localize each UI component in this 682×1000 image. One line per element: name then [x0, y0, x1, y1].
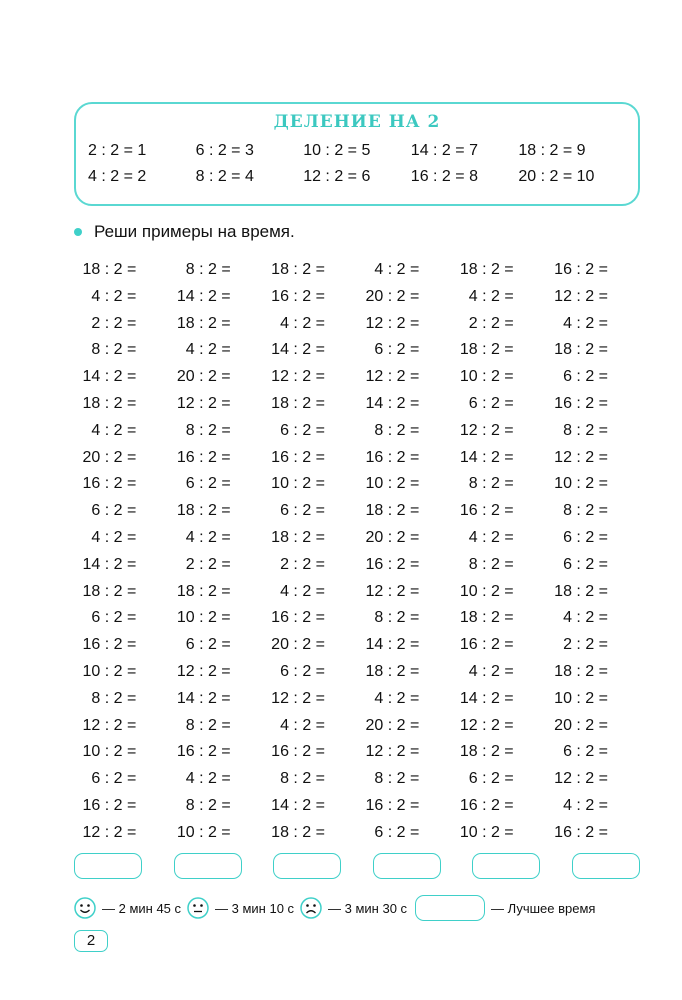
- division-exercise: 12 : 2 =: [82, 823, 137, 841]
- division-exercise: 2 : 2 =: [185, 555, 231, 573]
- best-time-label: — Лучшее время: [491, 900, 596, 916]
- division-exercise: 16 : 2 =: [554, 261, 608, 278]
- division-exercise: 12 : 2 =: [365, 368, 420, 386]
- division-exercise: 10 : 2 =: [459, 582, 514, 600]
- best-time-box[interactable]: [415, 895, 485, 921]
- division-exercise: 14 : 2 =: [459, 689, 514, 707]
- division-exercise: 18 : 2 =: [271, 394, 325, 412]
- answer-time-box[interactable]: [174, 853, 242, 879]
- division-exercise: 20 : 2 =: [271, 636, 325, 654]
- division-exercise: 4 : 2 =: [468, 528, 514, 546]
- division-exercise: 16 : 2 =: [365, 555, 420, 573]
- division-exercise: 20 : 2 =: [554, 716, 608, 734]
- division-exercise: 12 : 2 =: [365, 314, 420, 332]
- division-exercise: 8 : 2 =: [91, 341, 137, 359]
- division-exercise: 2 : 2 =: [280, 555, 325, 573]
- division-exercise: 6 : 2 =: [280, 662, 325, 680]
- division-exercise: 6 : 2 =: [91, 609, 137, 627]
- division-exercise: 4 : 2 =: [280, 314, 325, 332]
- division-exercise: 12 : 2 =: [554, 287, 608, 305]
- division-exercise: 6 : 2 =: [374, 341, 420, 359]
- division-exercise: 6 : 2 =: [468, 770, 514, 788]
- division-exercise: 20 : 2 =: [365, 716, 420, 734]
- happy-time-label: — 2 мин 45 с: [102, 900, 182, 916]
- division-exercise: 8 : 2 =: [280, 770, 325, 788]
- division-exercise: 16 : 2 =: [459, 796, 514, 814]
- division-exercise: 8 : 2 =: [374, 609, 420, 627]
- division-exercise: 6 : 2 =: [185, 475, 231, 493]
- division-exercise: 18 : 2 =: [459, 743, 514, 761]
- division-fact: 4 : 2 = 2: [88, 168, 147, 185]
- division-exercise: 16 : 2 =: [459, 636, 514, 654]
- division-exercise: 20 : 2 =: [365, 287, 420, 305]
- division-exercise: 6 : 2 =: [280, 502, 325, 520]
- division-exercise: 18 : 2 =: [365, 502, 420, 520]
- division-exercise: 12 : 2 =: [271, 368, 325, 386]
- division-exercise: 16 : 2 =: [176, 743, 231, 761]
- division-exercise: 6 : 2 =: [563, 555, 608, 573]
- division-exercise: 20 : 2 =: [365, 528, 420, 546]
- division-exercise: 14 : 2 =: [176, 287, 231, 305]
- division-exercise: 8 : 2 =: [185, 796, 231, 814]
- division-exercise: 16 : 2 =: [554, 394, 608, 412]
- division-exercise: 12 : 2 =: [176, 394, 231, 412]
- division-exercise: 14 : 2 =: [271, 341, 325, 359]
- division-fact: 12 : 2 = 6: [303, 168, 371, 185]
- division-exercise: 12 : 2 =: [365, 743, 420, 761]
- division-exercise: 16 : 2 =: [82, 636, 137, 654]
- division-exercise: 4 : 2 =: [185, 770, 231, 788]
- division-exercise: 10 : 2 =: [554, 475, 608, 493]
- division-exercise: 16 : 2 =: [271, 609, 325, 627]
- smiley-happy-icon: [74, 897, 96, 919]
- division-table-title: ДЕЛЕНИЕ НА 2: [273, 112, 441, 132]
- division-exercise: 6 : 2 =: [468, 394, 514, 412]
- smiley-sad-icon: [300, 897, 322, 919]
- smiley-neutral-icon: [187, 897, 209, 919]
- answer-time-box[interactable]: [273, 853, 341, 879]
- instruction-text: Реши примеры на время.: [94, 222, 295, 241]
- answer-boxes: [74, 853, 640, 879]
- division-exercise: 10 : 2 =: [176, 823, 231, 841]
- division-exercise: 12 : 2 =: [459, 421, 514, 439]
- sad-time-label: — 3 мин 30 с: [328, 900, 408, 916]
- exercise-column: [546, 257, 640, 847]
- division-table-box: [74, 102, 640, 206]
- division-exercise: 16 : 2 =: [176, 448, 231, 466]
- answer-time-box[interactable]: [373, 853, 441, 879]
- division-exercise: 16 : 2 =: [82, 796, 137, 814]
- bullet-dot: [74, 228, 82, 236]
- division-exercise: 10 : 2 =: [271, 475, 325, 493]
- division-exercise: 18 : 2 =: [459, 261, 514, 278]
- division-exercise: 14 : 2 =: [176, 689, 231, 707]
- division-exercise: 6 : 2 =: [374, 823, 420, 841]
- division-exercise: 16 : 2 =: [82, 475, 137, 493]
- division-exercise: 14 : 2 =: [271, 796, 325, 814]
- division-fact: 16 : 2 = 8: [410, 168, 478, 185]
- division-exercise: 14 : 2 =: [82, 368, 137, 386]
- division-exercise: 18 : 2 =: [82, 582, 137, 600]
- exercise-column: [168, 257, 262, 847]
- division-exercise: 4 : 2 =: [280, 582, 325, 600]
- division-exercise: 16 : 2 =: [271, 448, 325, 466]
- division-exercise: 14 : 2 =: [459, 448, 514, 466]
- division-exercise: 8 : 2 =: [468, 555, 514, 573]
- division-exercise: 18 : 2 =: [365, 662, 420, 680]
- division-exercise: 18 : 2 =: [271, 823, 325, 841]
- division-exercise: 14 : 2 =: [365, 636, 420, 654]
- division-exercise: 18 : 2 =: [459, 609, 514, 627]
- answer-time-box[interactable]: [572, 853, 640, 879]
- division-exercise: 4 : 2 =: [563, 609, 608, 627]
- division-exercise: 12 : 2 =: [176, 662, 231, 680]
- division-fact: 6 : 2 = 3: [195, 142, 254, 159]
- division-exercise: 6 : 2 =: [280, 421, 325, 439]
- division-exercise: 16 : 2 =: [365, 448, 420, 466]
- division-exercise: 16 : 2 =: [554, 823, 608, 841]
- division-exercise: 16 : 2 =: [271, 743, 325, 761]
- division-exercise: 2 : 2 =: [468, 314, 514, 332]
- division-exercise: 18 : 2 =: [271, 528, 325, 546]
- division-exercise: 8 : 2 =: [374, 770, 420, 788]
- division-exercise: 14 : 2 =: [365, 394, 420, 412]
- division-exercise: 6 : 2 =: [185, 636, 231, 654]
- division-exercise: 10 : 2 =: [82, 743, 137, 761]
- division-fact: 8 : 2 = 4: [195, 168, 254, 185]
- division-exercise: 18 : 2 =: [82, 261, 137, 278]
- division-exercise: 10 : 2 =: [554, 689, 608, 707]
- exercise-grid: [74, 257, 640, 847]
- division-exercise: 2 : 2 =: [563, 636, 608, 654]
- time-legend: [74, 894, 601, 922]
- division-exercise: 8 : 2 =: [374, 421, 420, 439]
- division-exercise: 16 : 2 =: [459, 502, 514, 520]
- division-exercise: 8 : 2 =: [468, 475, 514, 493]
- division-exercise: 4 : 2 =: [374, 261, 420, 278]
- division-exercise: 4 : 2 =: [563, 314, 608, 332]
- division-fact: 10 : 2 = 5: [303, 142, 371, 159]
- exercise-column: [263, 257, 357, 847]
- division-exercise: 18 : 2 =: [554, 662, 608, 680]
- division-exercise: 10 : 2 =: [176, 609, 231, 627]
- division-exercise: 18 : 2 =: [271, 261, 325, 278]
- division-exercise: 4 : 2 =: [185, 341, 231, 359]
- division-exercise: 18 : 2 =: [82, 394, 137, 412]
- division-exercise: 12 : 2 =: [365, 582, 420, 600]
- answer-time-box[interactable]: [74, 853, 142, 879]
- page-number: 2: [74, 930, 108, 952]
- answer-time-box[interactable]: [472, 853, 540, 879]
- exercise-column: [357, 257, 451, 847]
- division-exercise: 10 : 2 =: [82, 662, 137, 680]
- division-exercise: 8 : 2 =: [563, 421, 608, 439]
- division-exercise: 4 : 2 =: [468, 662, 514, 680]
- division-exercise: 4 : 2 =: [91, 421, 137, 439]
- division-exercise: 16 : 2 =: [271, 287, 325, 305]
- division-exercise: 18 : 2 =: [176, 582, 231, 600]
- division-exercise: 6 : 2 =: [91, 770, 137, 788]
- division-facts-grid: [88, 142, 626, 186]
- division-exercise: 8 : 2 =: [185, 261, 231, 278]
- division-exercise: 4 : 2 =: [185, 528, 231, 546]
- division-exercise: 16 : 2 =: [365, 796, 420, 814]
- exercise-column: [74, 257, 168, 847]
- division-exercise: 20 : 2 =: [82, 448, 137, 466]
- division-exercise: 12 : 2 =: [82, 716, 137, 734]
- division-exercise: 4 : 2 =: [280, 716, 325, 734]
- division-exercise: 18 : 2 =: [176, 314, 231, 332]
- division-fact: 14 : 2 = 7: [410, 142, 478, 159]
- division-exercise: 18 : 2 =: [554, 341, 608, 359]
- neutral-time-label: — 3 мин 10 с: [215, 900, 295, 916]
- division-exercise: 2 : 2 =: [91, 314, 137, 332]
- division-fact: 18 : 2 = 9: [518, 142, 586, 159]
- division-exercise: 8 : 2 =: [563, 502, 608, 520]
- division-exercise: 18 : 2 =: [459, 341, 514, 359]
- division-exercise: 8 : 2 =: [91, 689, 137, 707]
- division-exercise: 8 : 2 =: [185, 421, 231, 439]
- division-exercise: 4 : 2 =: [468, 287, 514, 305]
- division-exercise: 6 : 2 =: [563, 743, 608, 761]
- division-exercise: 12 : 2 =: [554, 770, 608, 788]
- division-exercise: 12 : 2 =: [459, 716, 514, 734]
- division-exercise: 20 : 2 =: [176, 368, 231, 386]
- division-exercise: 12 : 2 =: [554, 448, 608, 466]
- division-exercise: 6 : 2 =: [563, 528, 608, 546]
- division-exercise: 18 : 2 =: [554, 582, 608, 600]
- division-exercise: 6 : 2 =: [91, 502, 137, 520]
- division-exercise: 10 : 2 =: [365, 475, 420, 493]
- division-fact: 2 : 2 = 1: [88, 142, 147, 159]
- division-exercise: 14 : 2 =: [82, 555, 137, 573]
- division-exercise: 18 : 2 =: [176, 502, 231, 520]
- division-exercise: 8 : 2 =: [185, 716, 231, 734]
- division-fact: 20 : 2 = 10: [518, 168, 595, 185]
- division-exercise: 4 : 2 =: [91, 287, 137, 305]
- division-exercise: 4 : 2 =: [374, 689, 420, 707]
- instruction: [74, 222, 295, 242]
- division-exercise: 6 : 2 =: [563, 368, 608, 386]
- exercise-column: [451, 257, 545, 847]
- division-exercise: 12 : 2 =: [271, 689, 325, 707]
- division-exercise: 10 : 2 =: [459, 823, 514, 841]
- division-exercise: 4 : 2 =: [91, 528, 137, 546]
- division-exercise: 10 : 2 =: [459, 368, 514, 386]
- division-exercise: 4 : 2 =: [563, 796, 608, 814]
